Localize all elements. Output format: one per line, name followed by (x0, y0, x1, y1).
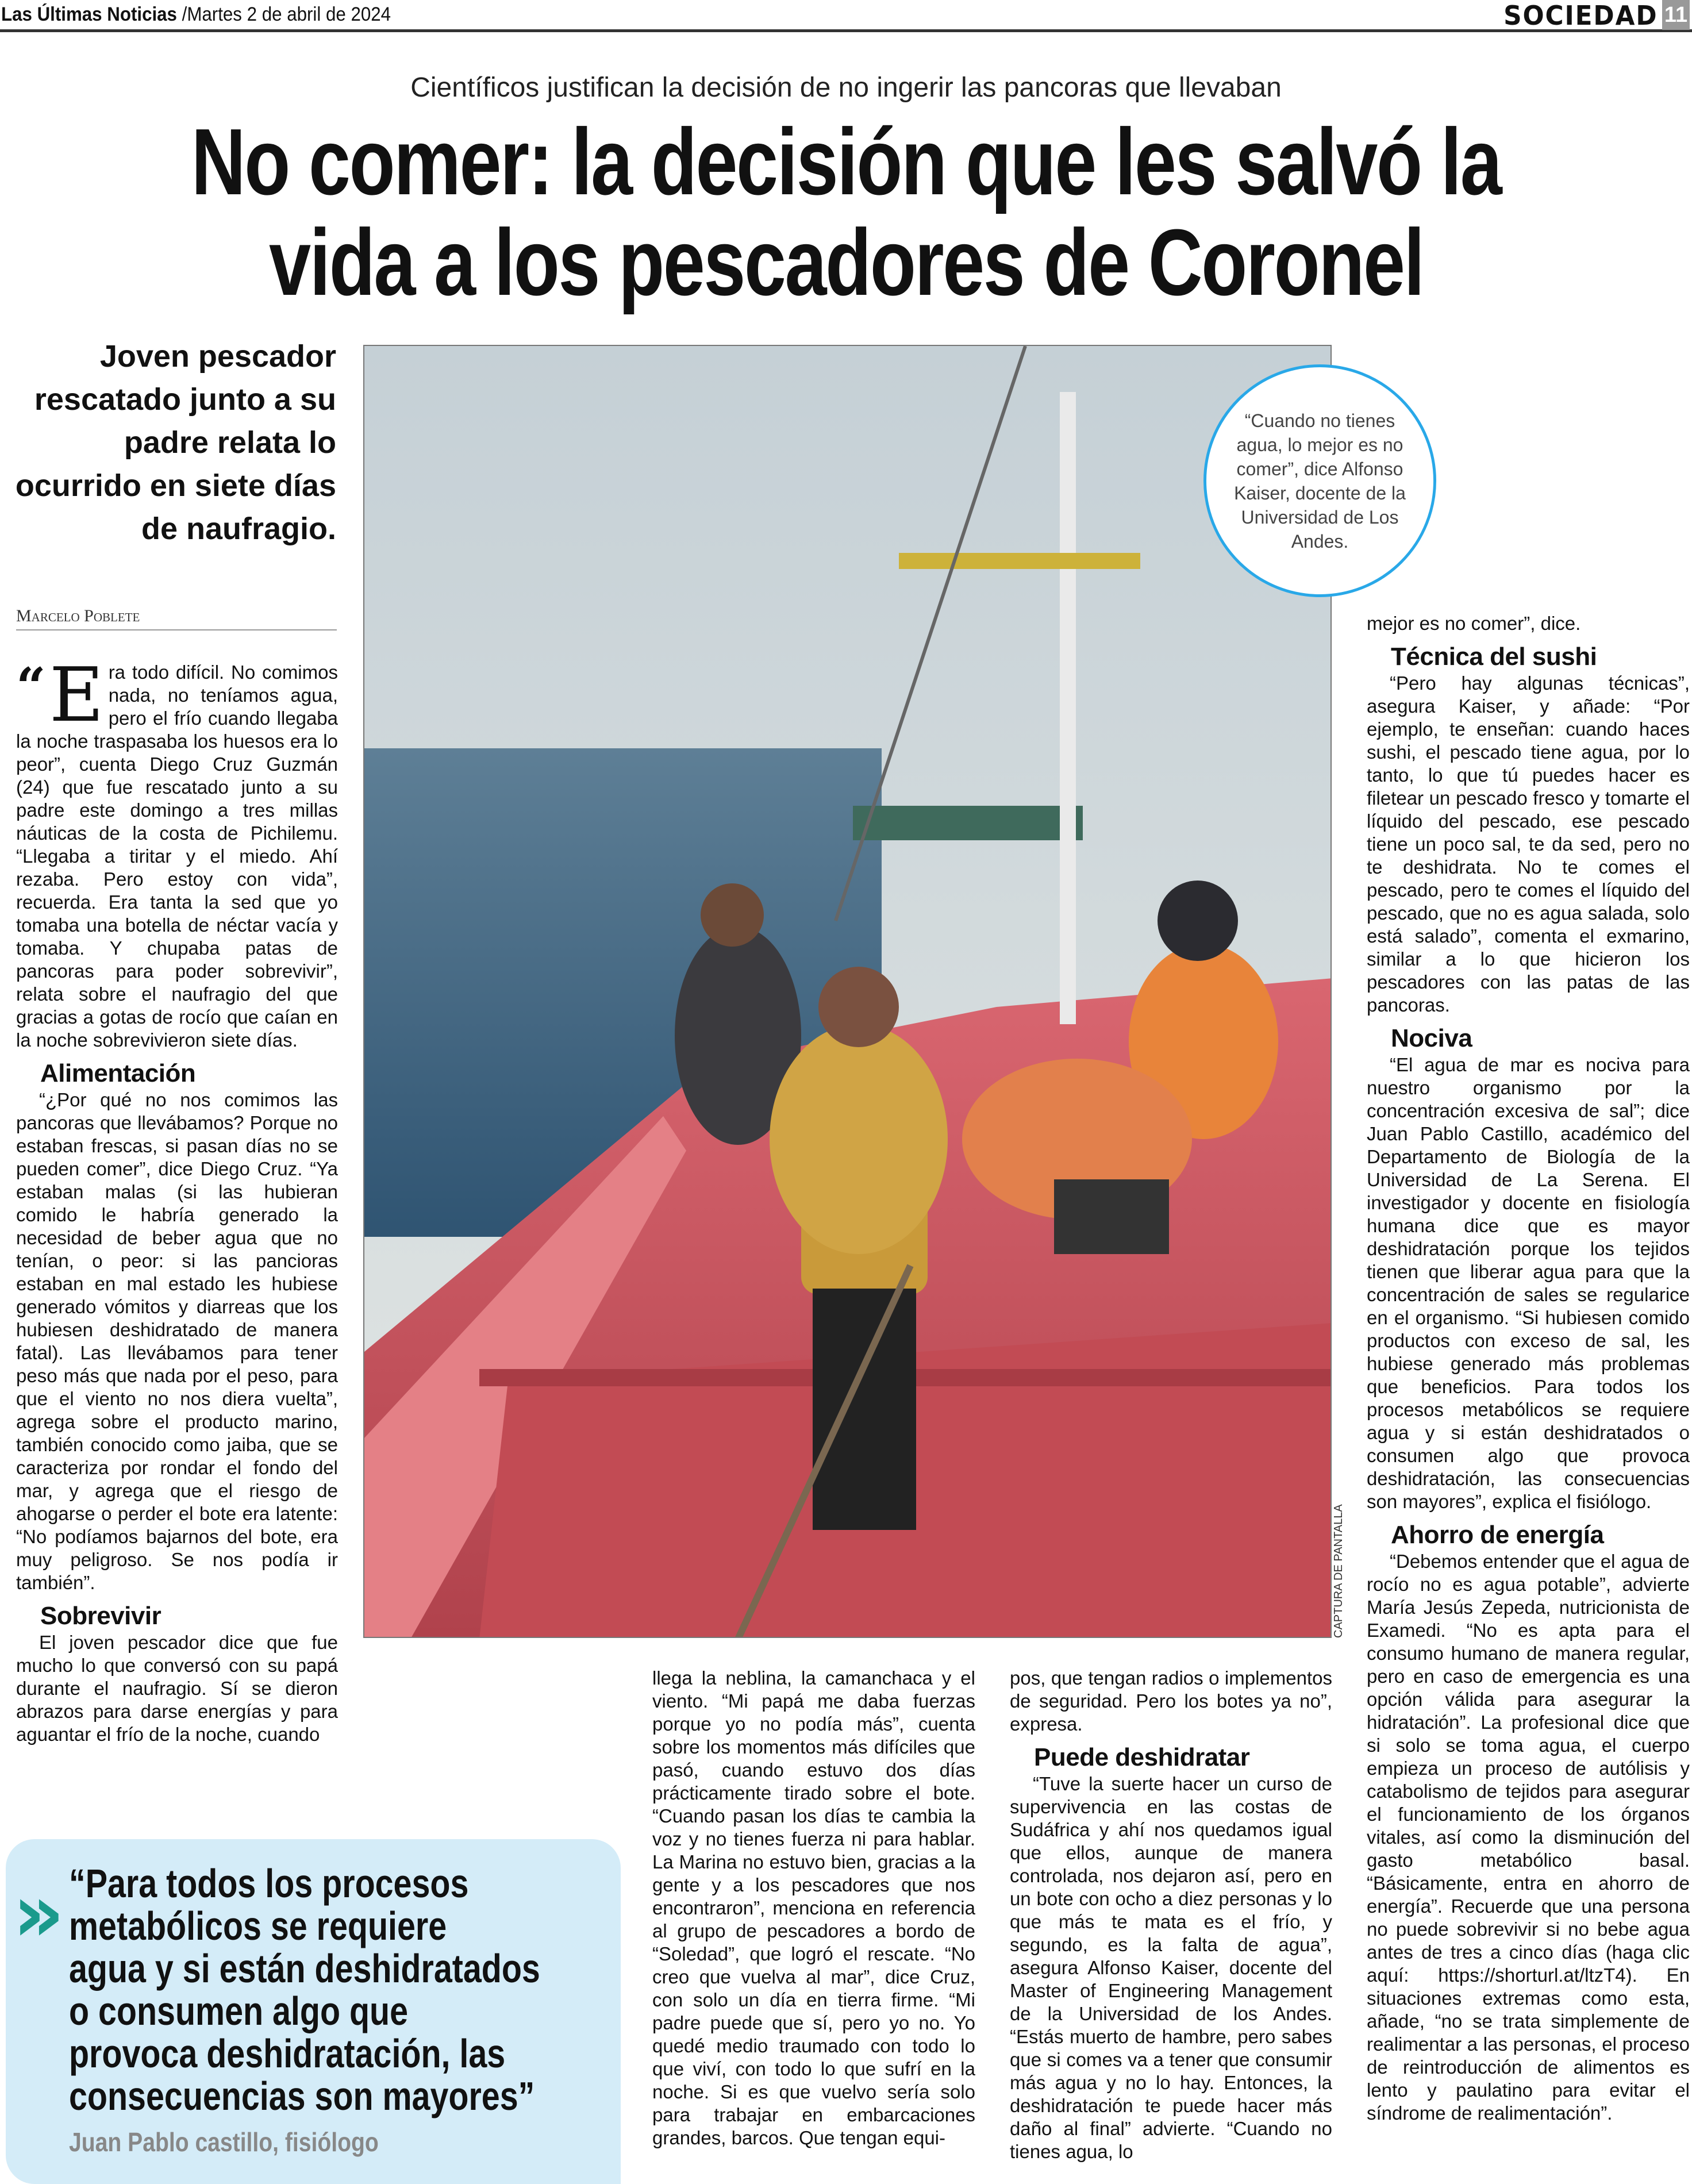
article-column-1 (16, 651, 338, 1746)
deck: Joven pescador rescatado junto a su padre relata lo ocurrido en siete días de naufragio. (15, 339, 336, 546)
section-name: SOCIEDAD (1503, 0, 1658, 31)
paragraph: “Tuve la suerte hacer un curso de supervivencia en las costas de Sudáfrica y ahí nos quedamos igual que ellos, aunque de manera controlada, nos dejaron así, pero en un bote con ocho a diez personas y lo que más te mata es el frío, y segundo, es la falta de agua”, asegura Alfonso Kaiser, docente del Master of Engineering Management de la Universidad de los Andes. “Estás muerto de hambre, pero sabes que si comes va a tener que consumir más agua y no lo hay. Entonces, la deshidratación te puede hacer más daño al final” advierte. “Cuando no tienes agua, lo (1010, 1773, 1332, 2162)
article-column-4 (1367, 612, 1690, 2125)
masthead (0, 0, 1692, 32)
double-chevron-right-icon: » (13, 1867, 65, 1960)
headline-line-1 (0, 109, 1692, 214)
paragraph: “Debemos entender que el agua de rocío no es agua potable”, advierte María Jesús Zepeda, nutricionista de Examedi. “No es apta para el consumo humano de manera regular, pero en caso de emergencia es una opción válida para asegurar la hidratación”. La profesional dice que si solo se toma agua, el cuerpo empieza un proceso de autólisis y catabolismo de tejidos para asegurar el funcionamiento de los órganos vitales, así como la disminución del gasto metabólico basal. “Básicamente, entra en ahorro de energía”. Recuerde que una persona no puede sobrevivir si no bebe agua antes de tres a cinco días (haga clic aquí: https://shorturl.at/ltzT4). En situaciones extremas como esta, añade, “no se trata simplemente de realimentar a las personas, el proceso de reintroducción de alimentos es lento y paulatino para evitar el síndrome de realimentación”. (1367, 1551, 1690, 2124)
pull-quote-line: consecuencias son mayores” (69, 2074, 535, 2118)
paragraph: El joven pescador dice que fue mucho lo que conversó con su papá durante el naufragio. Sí se dieron abrazos para darse energías y para aguantar el frío de la noche, cuando (16, 1632, 338, 1745)
paper-title: Las Últimas Noticias (1, 3, 177, 25)
pull-quote-line: o consumen algo que (69, 1989, 409, 2033)
subhead-ahorro-energia: Ahorro de energía (1391, 1521, 1604, 1549)
paper-name (1, 3, 391, 26)
pull-quote-text (69, 1862, 644, 2117)
subhead-tecnica-sushi: Técnica del sushi (1391, 643, 1597, 671)
page-number: 11 (1662, 0, 1690, 30)
pull-quote-author: Juan Pablo castillo, fisiólogo (69, 2127, 379, 2157)
photo-credit: CAPTURA DE PANTALLA (1332, 1504, 1345, 1638)
byline: Marcelo Poblete (16, 606, 337, 630)
photo-callout-bubble: “Cuando no tienes agua, lo mejor es no comer”, dice Alfonso Kaiser, docente de la Universidad de Los Andes. (1203, 364, 1436, 597)
subhead-alimentacion: Alimentación (40, 1059, 196, 1087)
headline-line-2 (0, 210, 1692, 315)
paragraph: pos, que tengan radios o implementos de seguridad. Pero los botes ya no”, expresa. (1010, 1667, 1332, 1735)
issue-date: /Martes 2 de abril de 2024 (182, 3, 391, 25)
pull-quote-box (6, 1839, 621, 2184)
open-quote-mark: “ (16, 656, 46, 717)
paragraph: “El agua de mar es nociva para nuestro organismo por la concentración excesiva de sal”; dice Juan Pablo Castillo, académico del Departamento de Biología de la Universidad de La Serena. El investigador y docente en fisiología humana dice que es mayor deshidratación porque los tejidos tienen que liberar agua para que la concentración de sales se regularice en el organismo. “Si hubiesen comido productos con exceso de sal, les hubiese generado más problemas que beneficios. Para todos los procesos metabólicos se requiere agua y si están deshidratados o consumen algo que provoca deshidratación, las consecuencias son mayores”, explica el fisiólogo. (1367, 1054, 1690, 1512)
drop-cap: E (49, 651, 104, 739)
pull-quote-line: provoca deshidratación, las (69, 2031, 506, 2076)
headline-text: vida a los pescadores de Coronel (268, 210, 1424, 315)
article-photo (363, 345, 1332, 1638)
paragraph: llega la neblina, la camanchaca y el viento. “Mi papá me daba fuerzas porque yo no podía más”, cuenta sobre los momentos más difíciles que pasó, cuando estuvo dos días prácticamente tirado sobre el bote. “Cuando pasan los días te cambia la voz y no tienes fuerza ni para hablar. La Marina no estuvo bien, gracias a la gente y a los pescadores que nos encontraron”, menciona en referencia al grupo de pescadores a bordo de “Soledad”, que logró el rescate. “No creo que vuelva al mar”, dice Cruz, con solo un día en tierra firme. “Mi padre puede que sí, pero yo no. Yo quedé medio traumado con todo lo que viví, con todo lo que sufrí en la noche. Si es que vuelvo sería solo para trabajar en embarcaciones grandes, barcos. Que tengan equi- (652, 1667, 975, 2148)
pull-quote-line: agua y si están deshidratados (69, 1946, 540, 1991)
headline-text: No comer: la decisión que les salvó la (191, 109, 1501, 214)
paragraph: “¿Por qué no nos comimos las pancoras que llevábamos? Porque no estaban frescas, si pasan días no se pueden comer”, dice Diego Cruz. “Ya estaban malas (si las hubieran comido le habría generado la necesidad de beber agua que no tenían, o peor: si las pancioras estaban en mal estado les hubiese generado vómitos y diarreas que los hubiesen deshidratado de manera fatal). Las llevábamos para tener peso más que nada por el peso, para que el viento no nos diera vuelta”, agrega sobre el producto marino, también conocido como jaiba, que se caracteriza por rondar el fondo del mar, y agrega que el riesgo de ahogarse o perder el bote era latente: “No podíamos bajarnos del bote, era muy peligroso. Se nos podía ir también”. (16, 1089, 338, 1593)
subhead-nociva: Nociva (1391, 1024, 1472, 1052)
subhead-sobrevivir: Sobrevivir (40, 1602, 161, 1630)
subhead-puede-deshidratar: Puede deshidratar (1034, 1743, 1250, 1771)
kicker: Científicos justifican la decisión de no ingerir las pancoras que llevaban (410, 72, 1282, 103)
pull-quote-line: metabólicos se requiere (69, 1904, 447, 1948)
article-column-3 (1010, 1667, 1332, 2163)
fishermen-boat-photo (364, 346, 1332, 1638)
paragraph: “Pero hay algunas técnicas”, asegura Kaiser, y añade: “Por ejemplo, te enseñan: cuando haces sushi, el pescado tiene agua, por lo tanto, lo que tú puedes hacer es filetear un pescado fresco y tomarte el líquido del pescado, ese pescado tiene un poco sal, te da sed, pero no te deshidrata. No te comes el pescado, pero te comes el líquido del pescado, que no es agua salada, solo está salado”, comenta el exmarino, similar a lo que hicieron los pescadores con las patas de las pancoras. (1367, 672, 1690, 1016)
article-column-2 (652, 1667, 975, 2150)
pull-quote-line: “Para todos los procesos (69, 1861, 469, 1906)
intro-paragraph: ra todo difícil. No comimos nada, no teníamos agua, pero el frío cuando llegaba la noche traspasaba los huesos era lo peor”, cuenta Diego Cruz Guzmán (24) que fue rescatado junto a su padre este domingo a tres millas náuticas de la costa de Pichilemu. “Llegaba a tiritar y el miedo. Ahí rezaba. Pero estoy con vida”, recuerda. Era tanta la sed que yo tomaba una botella de néctar vacía y tomaba. Y chupaba patas de pancoras para poder sobrevivir”, relata sobre el naufragio del que gracias a gotas de rocío que caían en la noche sobrevivieron siete días. (16, 662, 338, 1051)
paragraph: mejor es no comer”, dice. (1367, 613, 1581, 634)
